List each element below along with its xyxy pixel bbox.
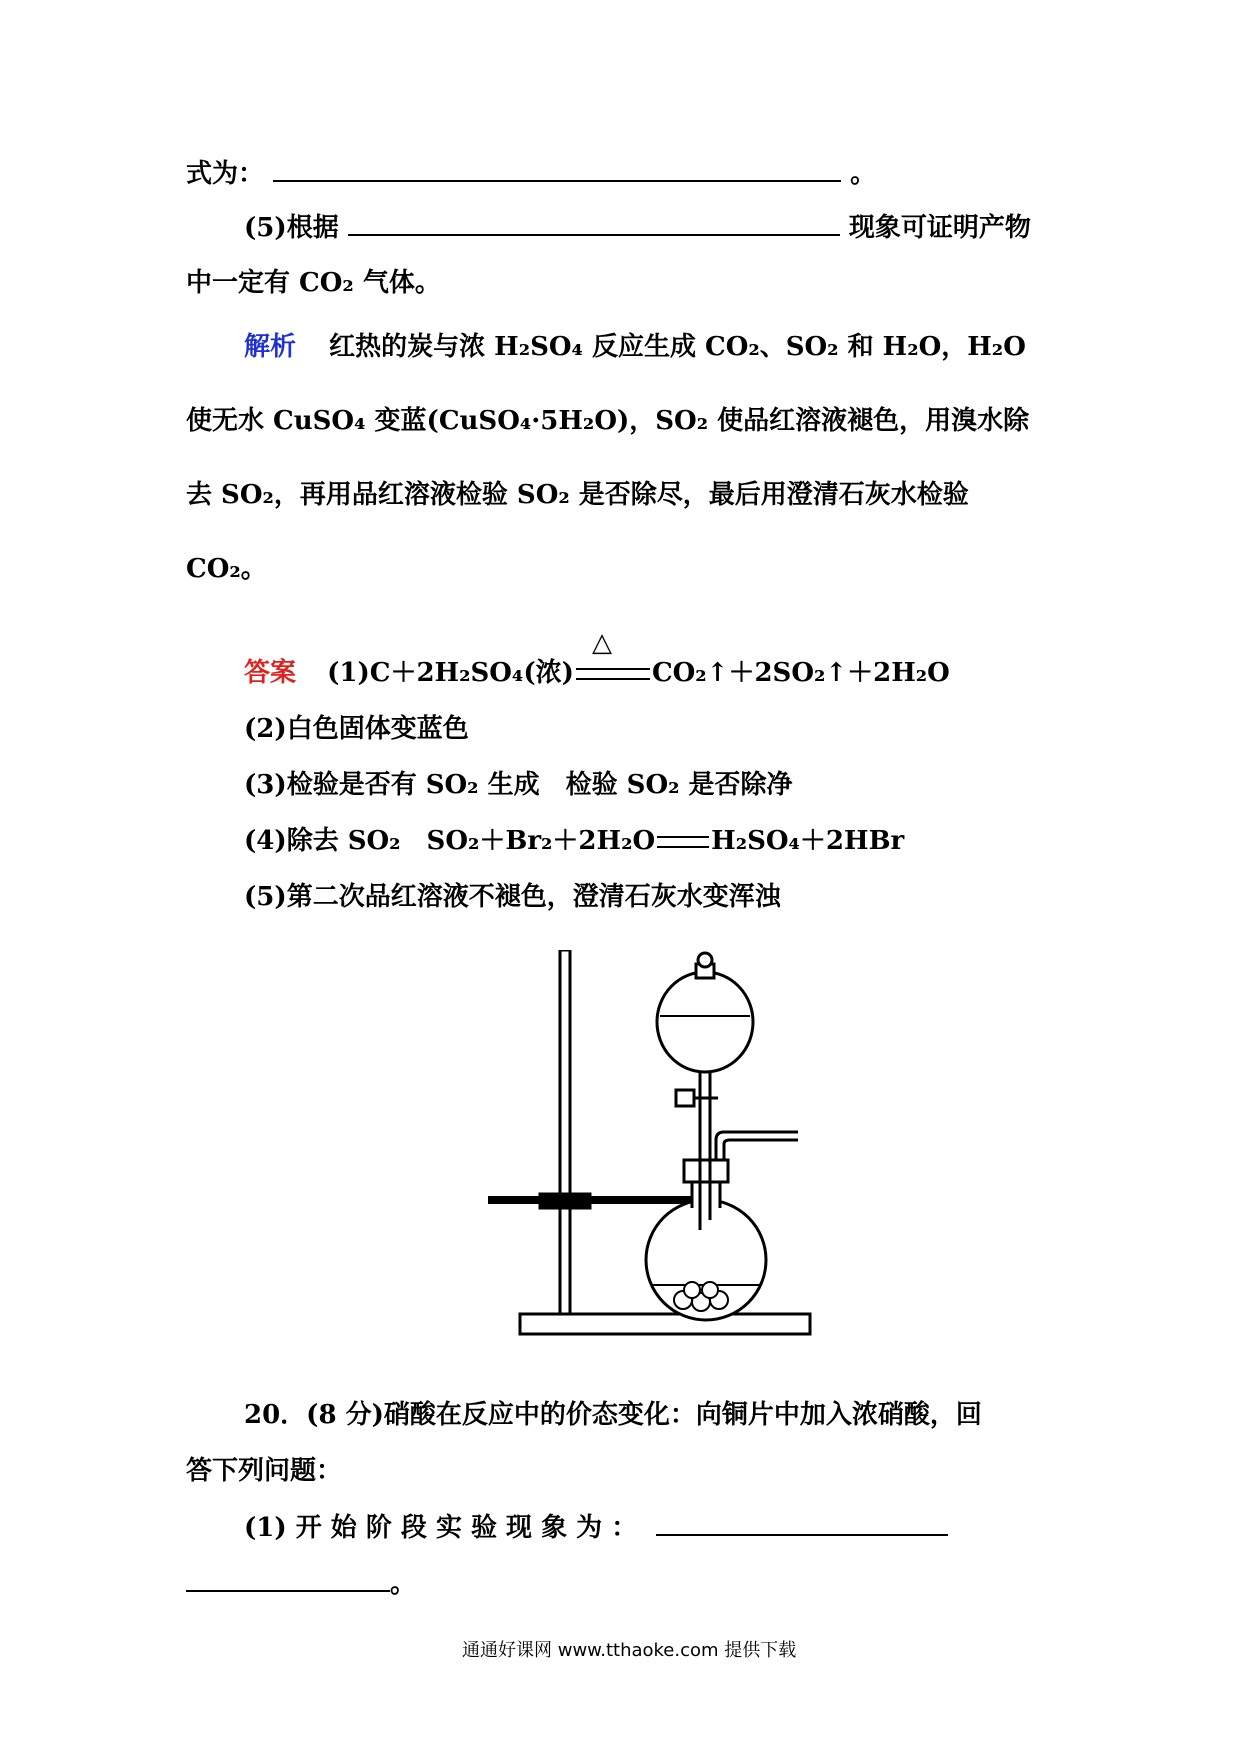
equation-left: (4)除去 SO₂ SO₂＋Br₂＋2H₂O <box>244 826 656 856</box>
analysis-line-1 <box>244 330 1026 364</box>
answer-blank <box>348 210 840 236</box>
answer-line-1 <box>244 656 950 690</box>
stand-rod <box>560 950 570 1314</box>
analysis-text: 红热的炭与浓 H₂SO₄ 反应生成 CO₂、SO₂ 和 H₂O，H₂O <box>329 332 1026 362</box>
apparatus-diagram <box>480 950 820 1355</box>
answer-line-4 <box>244 824 904 858</box>
q20-line-2: 答下列问题： <box>186 1456 343 1486</box>
equation-right: CO₂↑＋2SO₂↑＋2H₂O <box>651 658 950 688</box>
analysis-label: 解析 <box>244 332 297 362</box>
stopper <box>684 1160 728 1182</box>
q5-prefix: (5)根据 <box>244 213 339 243</box>
footer-watermark: 通通好课网 www.tthaoke.com 提供下载 <box>462 1640 797 1661</box>
analysis-line-4: CO₂。 <box>186 554 267 584</box>
analysis-line-3: 去 SO₂，再用品红溶液检验 SO₂ 是否除尽，最后用澄清石灰水检验 <box>186 480 969 510</box>
text-line-q5-cont: 中一定有 CO₂ 气体。 <box>186 268 441 298</box>
q20-suffix: 。 <box>390 1569 417 1599</box>
heat-symbol: △ <box>592 628 612 658</box>
clamp-boss <box>540 1194 590 1208</box>
equals-sign <box>576 668 650 680</box>
answer-line-5: (5)第二次品红溶液不褪色，澄清石灰水变浑浊 <box>244 882 781 912</box>
formula-suffix: 。 <box>850 159 877 189</box>
answer-blank <box>656 1510 948 1536</box>
equation-right: H₂SO₄＋2HBr <box>711 826 905 856</box>
q5-suffix: 现象可证明产物 <box>848 213 1031 243</box>
equals-sign <box>657 836 709 848</box>
funnel-stopper <box>698 953 712 967</box>
side-tube <box>716 1132 798 1160</box>
q20-line-1: 20．(8 分)硝酸在反应中的价态变化：向铜片中加入浓硝酸，回 <box>244 1400 982 1430</box>
formula-prefix: 式为： <box>186 159 265 189</box>
pellet <box>684 1282 700 1298</box>
answer-line-2: (2)白色固体变蓝色 <box>244 714 469 744</box>
pellet <box>702 1282 718 1298</box>
answer-blank <box>273 156 841 182</box>
text-line-q5 <box>244 210 1031 245</box>
answer-label: 答案 <box>244 658 297 688</box>
q20-line-4 <box>186 1566 416 1601</box>
answer-blank <box>186 1566 390 1592</box>
analysis-line-2: 使无水 CuSO₄ 变蓝(CuSO₄·5H₂O)，SO₂ 使品红溶液褪色，用溴水除 <box>186 406 1030 436</box>
stopcock <box>676 1090 694 1106</box>
separatory-funnel <box>657 972 753 1072</box>
q20-prompt: (1) 开 始 阶 段 实 验 现 象 为 ： <box>244 1513 638 1543</box>
equation-left: (1)C＋2H₂SO₄(浓) <box>327 658 574 688</box>
answer-line-3: (3)检验是否有 SO₂ 生成 检验 SO₂ 是否除净 <box>244 770 793 800</box>
q20-line-3 <box>244 1510 948 1545</box>
text-line-formula-blank <box>186 156 876 191</box>
stand-base <box>520 1314 810 1334</box>
